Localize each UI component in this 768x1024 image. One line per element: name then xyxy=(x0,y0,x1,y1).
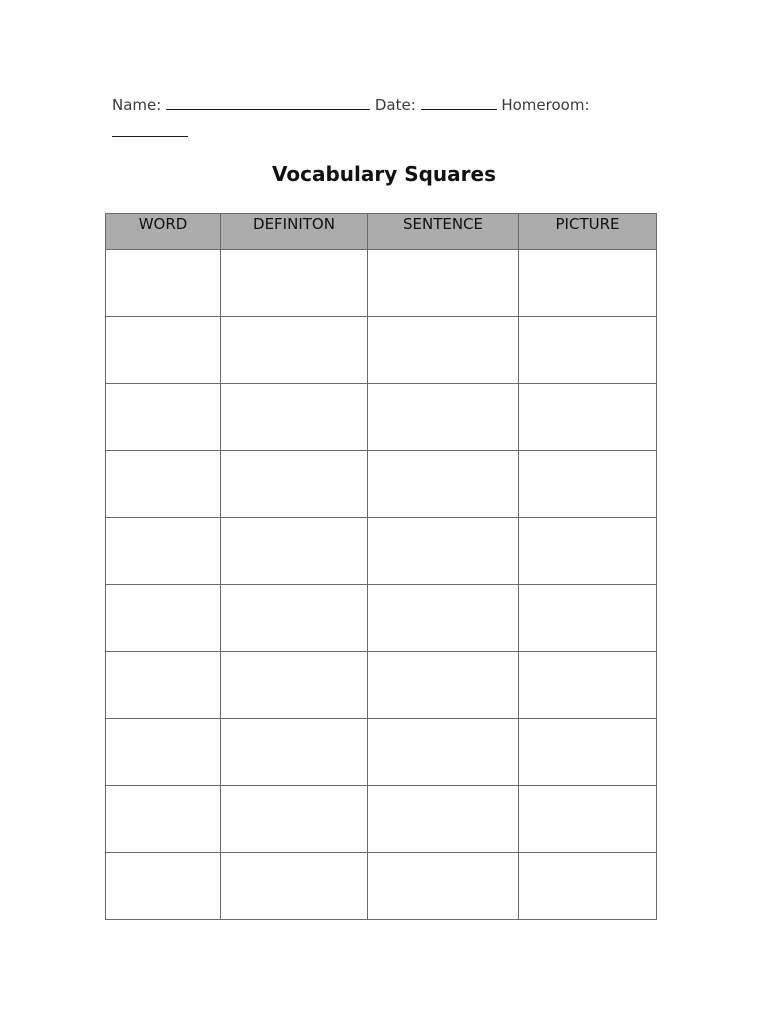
sentence-cell[interactable] xyxy=(368,451,519,518)
word-cell[interactable] xyxy=(106,786,221,853)
table-row xyxy=(106,317,657,384)
name-label: Name: xyxy=(112,96,162,114)
sentence-cell[interactable] xyxy=(368,384,519,451)
picture-cell[interactable] xyxy=(519,585,657,652)
definition-cell[interactable] xyxy=(221,853,368,920)
name-blank-line[interactable] xyxy=(166,95,370,110)
picture-cell[interactable] xyxy=(519,384,657,451)
sentence-cell[interactable] xyxy=(368,585,519,652)
picture-cell[interactable] xyxy=(519,317,657,384)
picture-cell[interactable] xyxy=(519,786,657,853)
homeroom-label: Homeroom: xyxy=(501,96,590,114)
sentence-cell[interactable] xyxy=(368,250,519,317)
sentence-cell[interactable] xyxy=(368,652,519,719)
picture-cell[interactable] xyxy=(519,853,657,920)
date-field[interactable] xyxy=(375,96,497,114)
homeroom-field-label xyxy=(501,96,589,114)
sentence-cell[interactable] xyxy=(368,853,519,920)
definition-cell[interactable] xyxy=(221,384,368,451)
table-body xyxy=(106,250,657,920)
table-row xyxy=(106,853,657,920)
table-row xyxy=(106,786,657,853)
sentence-cell[interactable] xyxy=(368,719,519,786)
column-header-word: WORD xyxy=(106,214,221,250)
sentence-cell[interactable] xyxy=(368,518,519,585)
definition-cell[interactable] xyxy=(221,652,368,719)
definition-cell[interactable] xyxy=(221,518,368,585)
student-info-fields xyxy=(112,92,632,146)
definition-cell[interactable] xyxy=(221,786,368,853)
table-row xyxy=(106,585,657,652)
sentence-cell[interactable] xyxy=(368,317,519,384)
definition-cell[interactable] xyxy=(221,250,368,317)
table-row xyxy=(106,652,657,719)
table-header-row xyxy=(106,214,657,250)
word-cell[interactable] xyxy=(106,384,221,451)
definition-cell[interactable] xyxy=(221,719,368,786)
vocabulary-table xyxy=(105,213,657,920)
word-cell[interactable] xyxy=(106,652,221,719)
word-cell[interactable] xyxy=(106,317,221,384)
definition-cell[interactable] xyxy=(221,317,368,384)
date-blank-line[interactable] xyxy=(421,95,497,110)
sentence-cell[interactable] xyxy=(368,786,519,853)
picture-cell[interactable] xyxy=(519,719,657,786)
table-row xyxy=(106,384,657,451)
page-title: Vocabulary Squares xyxy=(271,162,497,186)
picture-cell[interactable] xyxy=(519,652,657,719)
word-cell[interactable] xyxy=(106,585,221,652)
picture-cell[interactable] xyxy=(519,451,657,518)
date-label: Date: xyxy=(374,96,416,114)
word-cell[interactable] xyxy=(106,451,221,518)
definition-cell[interactable] xyxy=(221,451,368,518)
table-row xyxy=(106,518,657,585)
table-row xyxy=(106,250,657,317)
name-field[interactable] xyxy=(112,96,370,114)
definition-cell[interactable] xyxy=(221,585,368,652)
word-cell[interactable] xyxy=(106,719,221,786)
word-cell[interactable] xyxy=(106,518,221,585)
word-cell[interactable] xyxy=(106,853,221,920)
word-cell[interactable] xyxy=(106,250,221,317)
column-header-picture: PICTURE xyxy=(519,214,657,250)
column-header-definition: DEFINITON xyxy=(221,214,368,250)
picture-cell[interactable] xyxy=(519,518,657,585)
homeroom-blank-line[interactable] xyxy=(112,122,188,137)
table-row xyxy=(106,451,657,518)
table-row xyxy=(106,719,657,786)
picture-cell[interactable] xyxy=(519,250,657,317)
column-header-sentence: SENTENCE xyxy=(368,214,519,250)
